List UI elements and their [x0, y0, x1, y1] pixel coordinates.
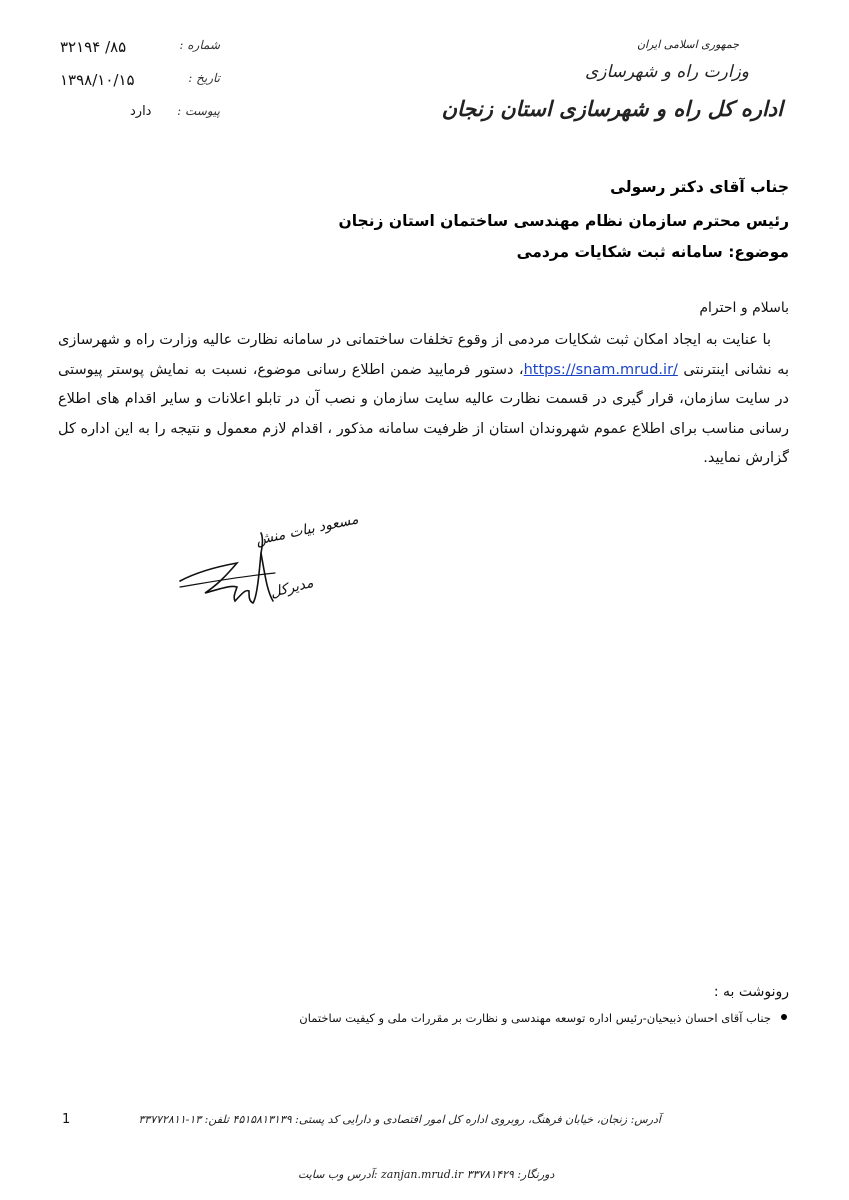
- addressee-name: جناب آقای دکتر رسولی: [610, 178, 789, 196]
- letter-body: [58, 326, 789, 474]
- letter-number-label: شماره :: [179, 38, 220, 52]
- letter-date-label: تاریخ :: [188, 71, 220, 85]
- letter-date-row: [60, 71, 220, 93]
- footer-address: آدرس: زنجان، خیابان فرهنگ، روبروی اداره کل امور اقتصادی و دارایی کد پستی: ۴۵۱۵۸۱۳۱۳۹ تلفن: ۱۳-۳۳۷۷۲۸۱۱: [138, 1113, 661, 1126]
- bullet-icon: [781, 1014, 787, 1020]
- greeting: باسلام و احترام: [699, 300, 789, 316]
- attachment-row: [60, 104, 220, 126]
- page-number: 1: [62, 1112, 71, 1127]
- letter-date-value: ۱۳۹۸/۱۰/۱۵: [60, 71, 135, 89]
- letterhead-office: اداره کل راه و شهرسازی استان زنجان: [441, 96, 783, 121]
- letter-subject: موضوع: سامانه ثبت شکایات مردمی: [516, 243, 789, 261]
- footer-website: آدرس وب سایت: zanjan.mrud.ir دورنگار: ۳۳۷۸۱۴۲۹: [298, 1168, 555, 1181]
- website-link[interactable]: https://snam.mrud.ir/: [523, 361, 678, 378]
- addressee-title: رئیس محترم سازمان نظام مهندسی ساختمان استان زنجان: [338, 212, 789, 230]
- letterhead-country: جمهوری اسلامی ایران: [636, 38, 739, 51]
- body-text-part2: ، دستور فرمایید ضمن اطلاع رسانی موضوع، نسبت به نمایش پوستر پیوستی در سایت سازمان، قرار گیری در قسمت نظارت عالیه سایت سازمان و نصب آن در تابلو اعلانات و سایر اقدام های اطلاع رسانی مناسب برای اطلاع عموم شهروندان استان از ظرفیت سامانه مذکور ، اقدام لازم معمول و نتیجه را به این اداره کل گزارش نمایید.: [58, 361, 789, 466]
- attachment-value: دارد: [130, 104, 152, 119]
- attachment-label: پیوست :: [177, 104, 220, 118]
- cc-item: جناب آقای احسان ذبیحیان-رئیس اداره توسعه مهندسی و نظارت بر مقررات ملی و کیفیت ساختمان: [299, 1011, 771, 1025]
- body-text-part1: با عنایت به ایجاد امکان ثبت شکایات مردمی از وقوع تخلفات ساختمانی در سامانه نظارت عالیه وزارت راه و شهرسازی به نشانی اینترنتی: [58, 332, 789, 378]
- signer-title: مدیرکل: [268, 574, 316, 602]
- letter-number-value: ۸۵/ ۳۲۱۹۴: [60, 38, 127, 56]
- letter-number-row: [60, 38, 220, 60]
- signer-name: مسعود بیات منش: [254, 511, 360, 549]
- letterhead-ministry: وزارت راه و شهرسازی: [584, 62, 749, 82]
- cc-label: رونوشت به :: [713, 984, 789, 1000]
